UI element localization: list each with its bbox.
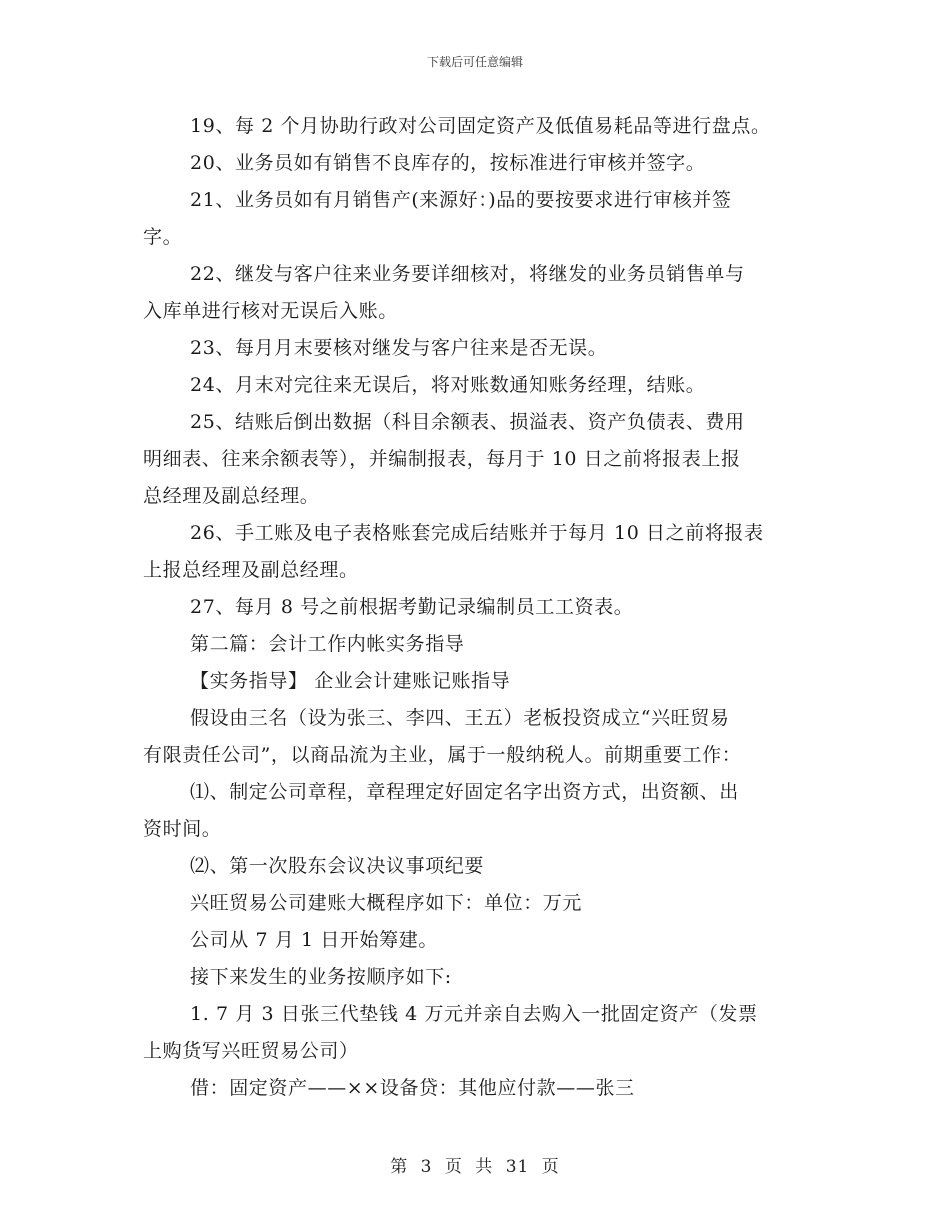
current-page-number: 3 [420, 1157, 433, 1177]
paragraph-20 [143, 145, 808, 182]
text-line: 1. 7 月 3 日张三代垫钱 4 万元并亲自去购入一批固定资产（发票 [190, 1003, 758, 1025]
paragraph-journal-entry [143, 1070, 808, 1107]
paragraph-27 [143, 589, 808, 626]
paragraph-assumption [143, 700, 808, 774]
paragraph-26 [143, 515, 808, 589]
paragraph-sequence [143, 959, 808, 996]
paragraph-19 [143, 108, 808, 145]
paragraph-start-date [143, 922, 808, 959]
text-line: 27、每月 8 号之前根据考勤记录编制员工工资表。 [190, 596, 634, 618]
section-heading [143, 626, 808, 663]
text-line: 23、每月月末要核对继发与客户往来是否无误。 [190, 337, 608, 359]
text-line: 【实务指导】 企业会计建账记账指导 [190, 670, 511, 692]
page-footer [0, 1152, 950, 1177]
page-header: 下载后可任意编辑 [426, 55, 523, 69]
text-line: 入库单进行核对无误后入账。 [143, 300, 398, 322]
text-line: 上购货写兴旺贸易公司） [143, 1040, 359, 1062]
text-line: 19、每 2 个月协助行政对公司固定资产及低值易耗品等进行盘点。 [190, 115, 771, 137]
total-pages-number: 31 [505, 1157, 530, 1177]
page-label-prefix: 第 [390, 1157, 409, 1177]
page-label-mid2: 共 [475, 1157, 494, 1177]
text-line: 资时间。 [143, 818, 222, 840]
text-line: 假设由三名（设为张三、李四、王五）老板投资成立“兴旺贸易 [190, 707, 730, 729]
text-line: 20、业务员如有销售不良库存的，按标准进行审核并签字。 [190, 152, 706, 174]
paragraph-item-1 [143, 996, 808, 1070]
text-line: 总经理及副总经理。 [143, 485, 320, 507]
paragraph-22 [143, 256, 808, 330]
paragraph-step-2 [143, 848, 808, 885]
text-line: 接下来发生的业务按顺序如下: [190, 966, 452, 988]
paragraph-24 [143, 367, 808, 404]
paragraph-23 [143, 330, 808, 367]
text-line: 明细表、往来余额表等），并编制报表，每月于 10 日之前将报表上报 [143, 448, 741, 470]
text-line: 有限责任公司”，以商品流为主业，属于一般纳税人。前期重要工作： [143, 744, 742, 766]
text-line: 21、业务员如有月销售产(来源好：)品的要按要求进行审核并签 [190, 189, 732, 211]
document-body [143, 108, 808, 1107]
text-line: 兴旺贸易公司建账大概程序如下：单位：万元 [190, 892, 583, 914]
subsection-heading [143, 663, 808, 700]
page-label-suffix: 页 [541, 1157, 560, 1177]
text-line: 22、继发与客户往来业务要详细核对，将继发的业务员销售单与 [190, 263, 745, 285]
text-line: ⑴、制定公司章程，章程理定好固定名字出资方式，出资额、出 [190, 781, 739, 803]
page-label-mid1: 页 [444, 1157, 463, 1177]
text-line: 字。 [143, 226, 183, 248]
text-line: 公司从 7 月 1 日开始筹建。 [190, 929, 438, 951]
text-line: 借：固定资产——××设备贷：其他应付款——张三 [190, 1077, 635, 1099]
paragraph-procedure [143, 885, 808, 922]
paragraph-step-1 [143, 774, 808, 848]
paragraph-25 [143, 404, 808, 515]
text-line: ⑵、第一次股东会议决议事项纪要 [190, 855, 485, 877]
text-line: 24、月末对完往来无误后，将对账数通知账务经理，结账。 [190, 374, 706, 396]
text-line: 第二篇：会计工作内帐实务指导 [190, 633, 465, 655]
text-line: 上报总经理及副总经理。 [143, 559, 359, 581]
paragraph-21 [143, 182, 808, 256]
text-line: 25、结账后倒出数据（科目余额表、损溢表、资产负债表、费用 [190, 411, 745, 433]
text-line: 26、手工账及电子表格账套完成后结账并于每月 10 日之前将报表 [190, 522, 764, 544]
